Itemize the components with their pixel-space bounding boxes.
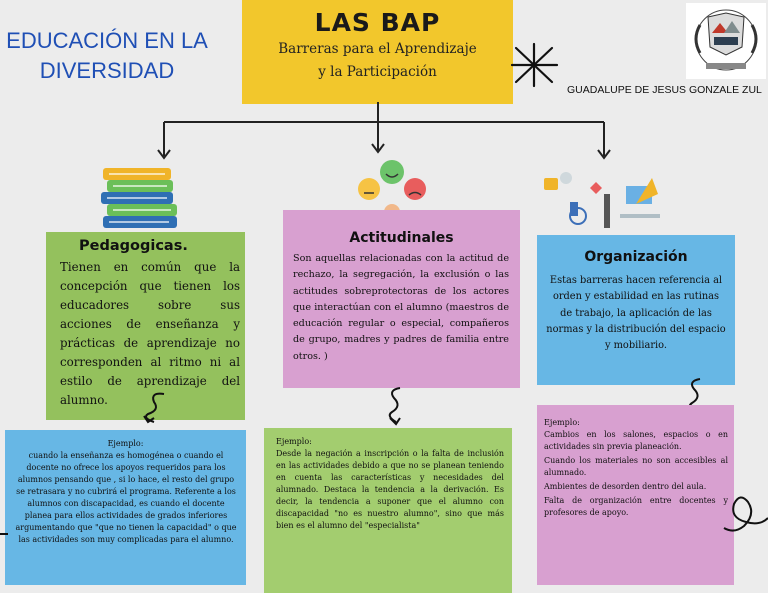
starburst-icon bbox=[508, 42, 560, 88]
list-item: Falta de organización entre docentes y profesores de apoyo. bbox=[544, 496, 728, 517]
school-logo bbox=[686, 3, 766, 79]
corner-doodle-icon bbox=[0, 528, 10, 542]
loop-doodle-icon bbox=[722, 488, 768, 538]
organizacion-example-list bbox=[544, 429, 728, 519]
actitudinales-text: Son aquellas relacionadas con la actitud de rechazo, la segregación, la exclusión o las actitudes sobreprotectoras de los actores que interactúan con el alumno (maestros de educación regular o especial, compañeros de grupo, madres y padres de familia entre otros. ) bbox=[293, 253, 509, 362]
organization-illustration bbox=[540, 164, 670, 234]
pedagogicas-title: Pedagogicas. bbox=[79, 238, 188, 254]
list-item: Cambios en los salones, espacios o en actividades sin previa planeación. bbox=[544, 430, 728, 451]
organizacion-card bbox=[537, 235, 735, 385]
squiggle-arrow-1 bbox=[140, 388, 174, 426]
subtitle-line-2: y la Participación bbox=[318, 64, 437, 80]
list-item: Cuando los materiales no son accesibles al alumnado. bbox=[544, 456, 728, 477]
actitudinales-card bbox=[283, 210, 520, 388]
title-box bbox=[242, 0, 513, 104]
list-item: Ambientes de desorden dentro del aula. bbox=[544, 482, 707, 491]
subtitle-line-1: Barreras para el Aprendizaje bbox=[278, 41, 477, 57]
organizacion-example-label: Ejemplo: bbox=[544, 418, 580, 427]
author-name: GUADALUPE DE JESUS GONZALE ZUL bbox=[567, 84, 762, 96]
actitudinales-example-box bbox=[264, 428, 512, 593]
books-illustration bbox=[97, 160, 183, 232]
actitudinales-example-text: Desde la negación a inscripción o la falta de inclusión en las actividades debido a que no se planean teniendo en cuenta las características y necesidades del alumnado. Destaca la tendencia a la derivación. Es decir, la tendencia a suponer que el alumno con discapacidad "no es nuestro alumno", sino que más bien es el alumno del "especialista" bbox=[276, 449, 504, 530]
pedagogicas-example-box bbox=[5, 430, 246, 585]
actitudinales-title: Actitudinales bbox=[349, 230, 454, 246]
pedagogicas-example-label: Ejemplo: bbox=[107, 439, 144, 448]
pedagogicas-text: Tienen en común que la concepción que tienen los educadores sobre sus acciones de enseñanza y prácticas de aprendizaje no corresponden al ritmo ni al estilo de aprendizaje del alumno. bbox=[60, 260, 240, 407]
organizacion-example-box bbox=[537, 405, 734, 585]
main-title: LAS BAP bbox=[314, 8, 441, 37]
connector-lines bbox=[150, 100, 620, 164]
pedagogicas-example-text: cuando la enseñanza es homogénea o cuando el docente no ofrece los apoyos requeridos para los alumnos pensando que , si lo hace, el resto del grupo se retrasara y no cubrirá el programa. Referente a los alumnos con discapacidad, es cuando el docente planea para ellos actividades de grados inferiores argumentando que "que no tienen la capacidad" o que las actividades son muy complicadas para el alumno. bbox=[15, 451, 237, 544]
organizacion-text: Estas barreras hacen referencia al orden y estabilidad en las rutinas de trabajo, la aplicación de las normas y la distribución del espacio y mobiliario. bbox=[546, 275, 726, 352]
organizacion-title: Organización bbox=[584, 249, 688, 265]
actitudinales-example-label: Ejemplo: bbox=[276, 437, 312, 446]
squiggle-arrow-2 bbox=[382, 384, 412, 426]
side-title: EDUCACIÓN EN LA DIVERSIDAD bbox=[6, 28, 208, 83]
